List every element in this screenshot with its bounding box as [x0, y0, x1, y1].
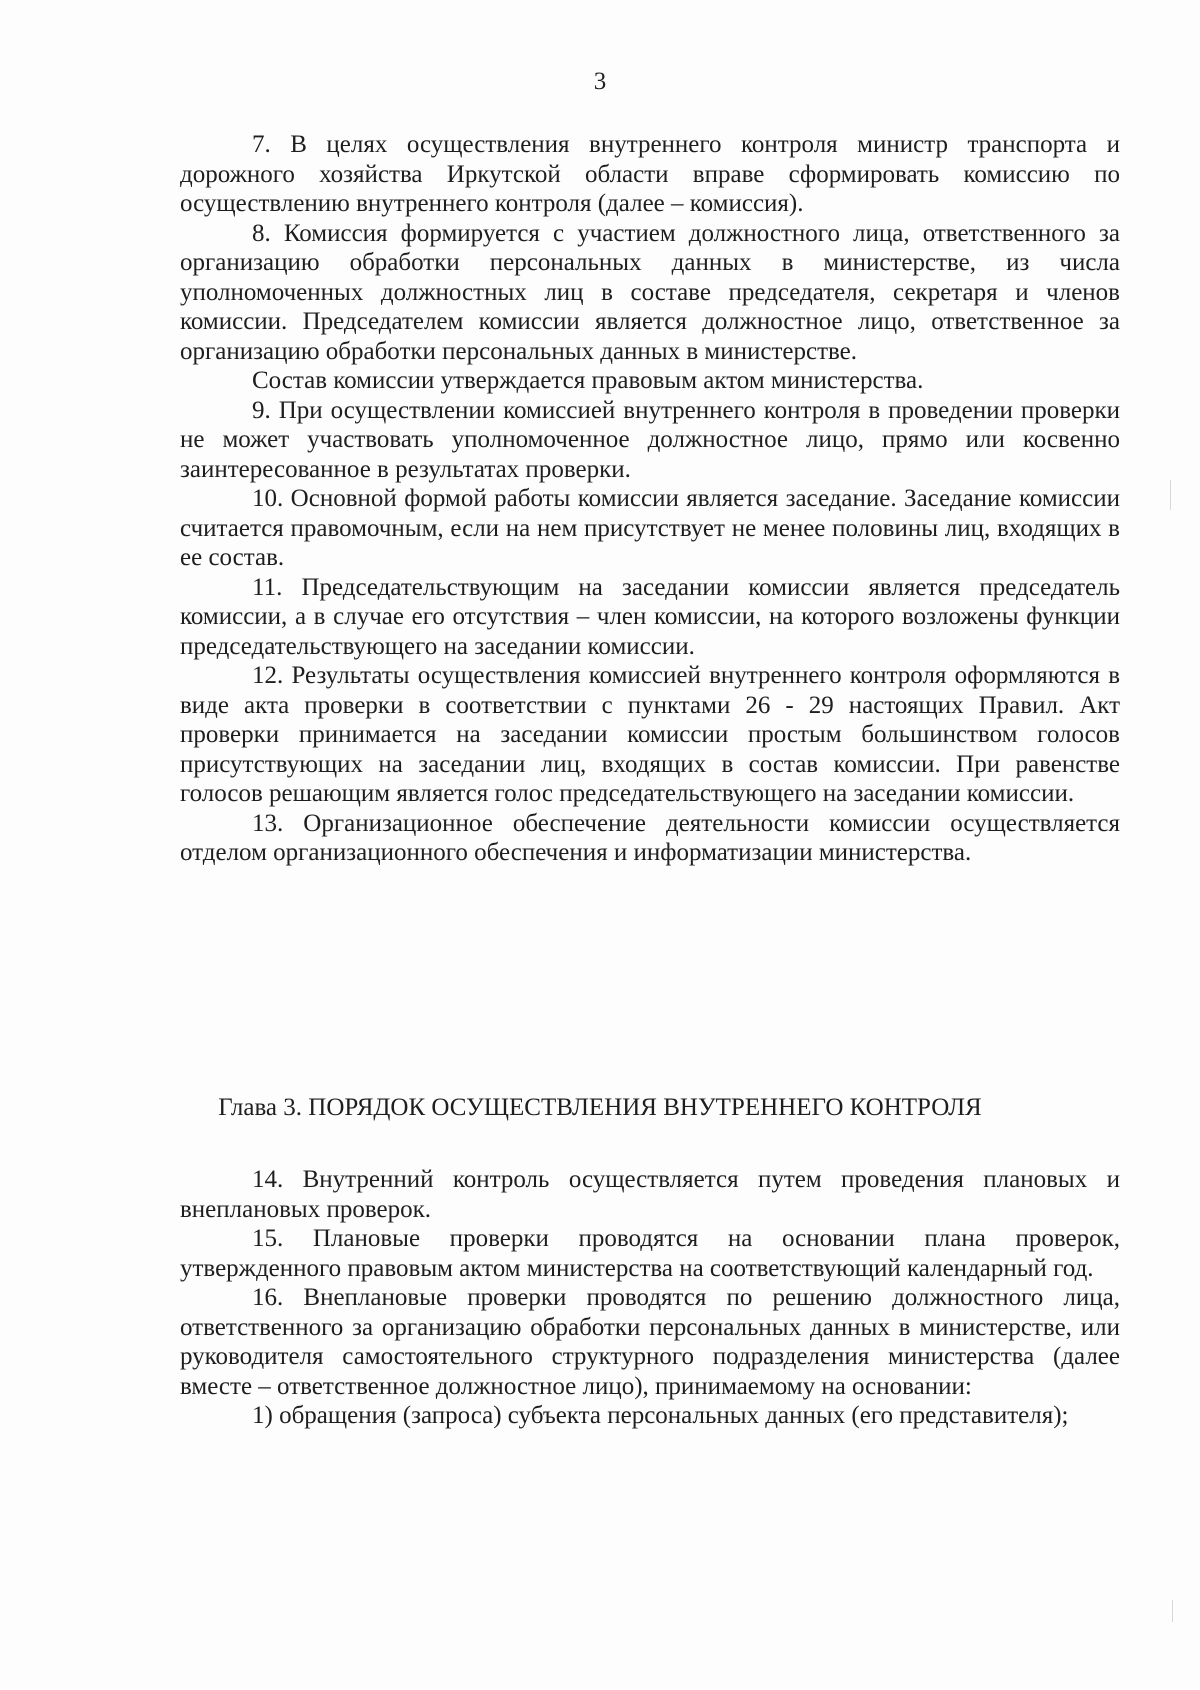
- paragraph-12: 12. Результаты осуществления комиссией внутреннего контроля оформляются в виде акта проверки в соответствии с пунктами 26 - 29 настоящих Правил. Акт проверки принимается на заседании комиссии простым большинством голосов присутствующих на заседании лиц, входящих в состав комиссии. При равенстве голосов решающим является голос председательствующего на заседании комиссии.: [180, 662, 1120, 807]
- chapter-heading: Глава 3. ПОРЯДОК ОСУЩЕСТВЛЕНИЯ ВНУТРЕННЕГО КОНТРОЛЯ: [218, 1094, 982, 1121]
- paragraph-16: 16. Внеплановые проверки проводятся по решению должностного лица, ответственного за организацию обработки персональных данных в министерстве, или руководителя самостоятельного структурного подразделения министерства (далее вместе – ответственное должностное лицо), принимаемому на основании:: [180, 1284, 1120, 1400]
- section-after-heading: [180, 1165, 1120, 1431]
- section-before-heading: [180, 130, 1120, 868]
- paragraph-16-item-1: 1) обращения (запроса) субъекта персональных данных (его представителя);: [252, 1402, 1069, 1429]
- paragraph-7: 7. В целях осуществления внутреннего контроля министр транспорта и дорожного хозяйства Иркутской области вправе сформировать комиссию по осуществлению внутреннего контроля (далее – комиссия).: [180, 131, 1120, 217]
- page-number: 3: [593, 68, 607, 95]
- paragraph-8-composition: Состав комиссии утверждается правовым актом министерства.: [252, 367, 924, 394]
- paragraph-11: 11. Председательствующим на заседании комиссии является председатель комиссии, а в случае его отсутствия – член комиссии, на которого возложены функции председательствующего на заседании комиссии.: [180, 573, 1120, 660]
- scan-artifact: [1170, 480, 1171, 510]
- paragraph-10: 10. Основной формой работы комиссии является заседание. Заседание комиссии считается правомочным, если на нем присутствует не менее половины лиц, входящих в ее состав.: [180, 485, 1120, 571]
- scan-artifact: [1172, 1600, 1173, 1622]
- paragraph-8: 8. Комиссия формируется с участием должностного лица, ответственного за организацию обработки персональных данных в министерстве, из числа уполномоченных должностных лиц в составе председателя, секретаря и членов комиссии. Председателем комиссии является должностное лицо, ответственное за организацию обработки персональных данных в министерстве.: [180, 219, 1120, 365]
- paragraph-15: 15. Плановые проверки проводятся на основании плана проверок, утвержденного правовым актом министерства на соответствующий календарный год.: [180, 1225, 1120, 1282]
- paragraph-9: 9. При осуществлении комиссией внутреннего контроля в проведении проверки не может участвовать уполномоченное должностное лицо, прямо или косвенно заинтересованное в результатах проверки.: [180, 396, 1120, 483]
- paragraph-14: 14. Внутренний контроль осуществляется путем проведения плановых и внеплановых проверок.: [180, 1166, 1120, 1223]
- paragraph-13: 13. Организационное обеспечение деятельности комиссии осуществляется отделом организационного обеспечения и информатизации министерства.: [180, 809, 1120, 866]
